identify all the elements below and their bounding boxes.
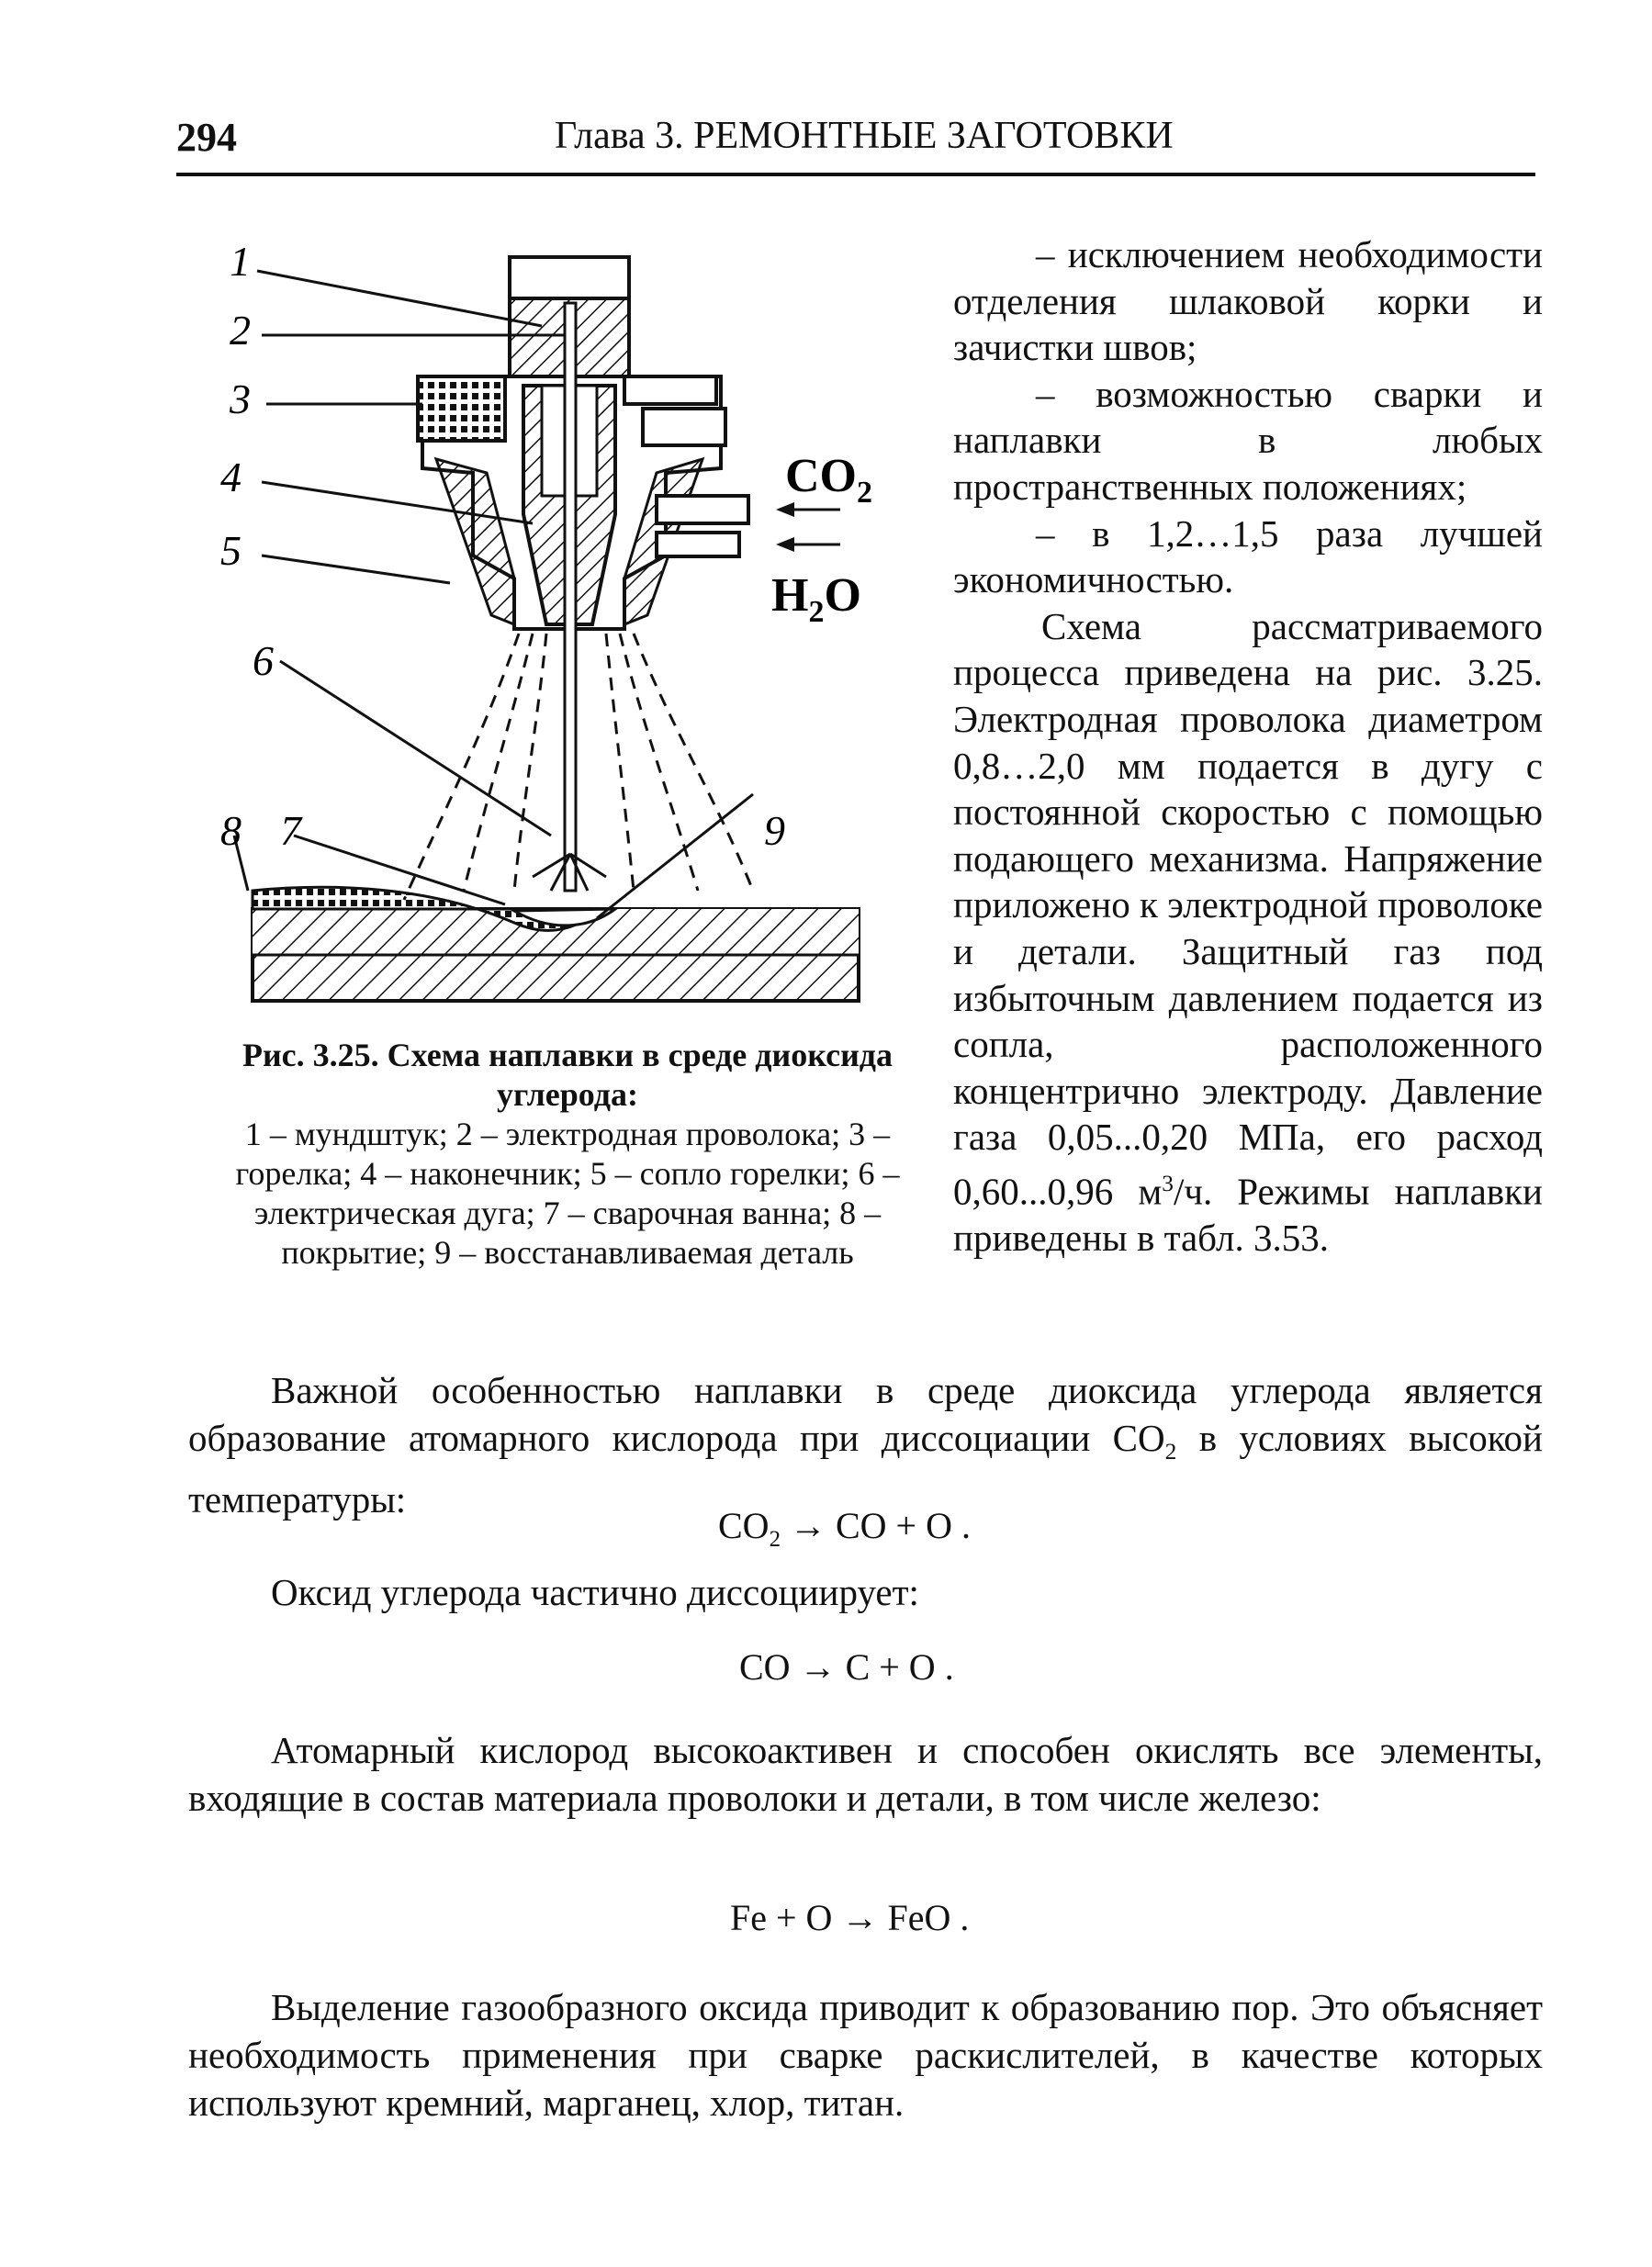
burner-ring <box>418 376 505 441</box>
caption-text: 1 – мундштук; 2 – электродная проволока; 3 – горелка; 4 – наконечник; 5 – сопло горелки; 6 – электрическая дуга; 7 – сварочная ванна; 8 – покрытие; 9 – восстанавливаемая деталь <box>235 1116 900 1271</box>
page-header <box>176 108 1535 176</box>
chapter-title: Глава 3. РЕМОНТНЫЕ ЗАГОТОВКИ <box>555 115 1174 157</box>
paragraph-4: Схема рассматриваемого процесса приведена на рис. 3.25. Электродная проволока диаметром 0,8…2,0 мм подается в дугу с постоянной скоростью с помощью подающего механизма. Напряжение приложено к электродной проволоке и детали. Защитный газ под избыточным давлением подается из сопла, расположенного концентрично электроду. Давление газа 0,05...0,20 МПа, его расход 0,60...0,96 $м^3/ч$. Режимы наплавки приведены в табл. 3.53. <box>953 604 1543 1260</box>
label-h2o: $H_2O$ <box>771 569 861 629</box>
gas-inlet-pipes <box>657 496 840 556</box>
welding-diagram <box>220 238 882 1010</box>
paragraph-6: Оксид углерода частично диссоциирует: <box>271 1571 919 1613</box>
label-3: 3 <box>230 376 251 422</box>
equation-3: Fe + O → FeO . <box>730 1897 970 1938</box>
page-number: 294 <box>176 115 237 160</box>
paragraph-5: Важной особенностью наплавки в среде диоксида углерода является образование атомарного кислорода при диссоциации $СО_2$ в условиях высокой температуры: <box>188 1369 1543 1521</box>
label-6: 6 <box>253 637 274 684</box>
label-4: 4 <box>220 454 242 500</box>
electrode-wire <box>565 303 576 891</box>
label-5: 5 <box>220 527 242 574</box>
caption-title: Рис. 3.25. Схема наплавки в среде диоксида углерода: <box>242 1037 893 1113</box>
figure-caption <box>200 1036 935 1273</box>
label-9: 9 <box>764 807 785 854</box>
paragraph-2: – возможностью сварки и наплавки в любых пространственных положениях; <box>953 372 1543 508</box>
label-2: 2 <box>230 307 251 354</box>
label-8: 8 <box>220 807 242 854</box>
equation-1: $CO_2$ → CO + O . <box>718 1505 971 1552</box>
label-7: 7 <box>280 807 301 854</box>
paragraph-7: Атомарный кислород высокоактивен и способен окислять все элементы, входящие в состав материала проволоки и детали, в том числе железо: <box>188 1729 1543 1819</box>
paragraph-8: Выделение газообразного оксида приводит к образованию пор. Это объясняет необходимость применения при сварке раскислителей, в качестве которых используют кремний, марганец, хлор, титан. <box>188 1986 1543 2124</box>
paragraph-1: – исключением необходимости отделения шлаковой корки и зачистки швов; <box>953 233 1543 369</box>
right-column-text <box>953 231 1543 1262</box>
paragraph-3: – в 1,2…1,5 раза лучшей экономичностью. <box>953 511 1543 601</box>
label-co2: $CO_2$ <box>785 450 872 510</box>
equation-2: CO → C + O . <box>739 1646 954 1688</box>
label-1: 1 <box>230 238 251 285</box>
